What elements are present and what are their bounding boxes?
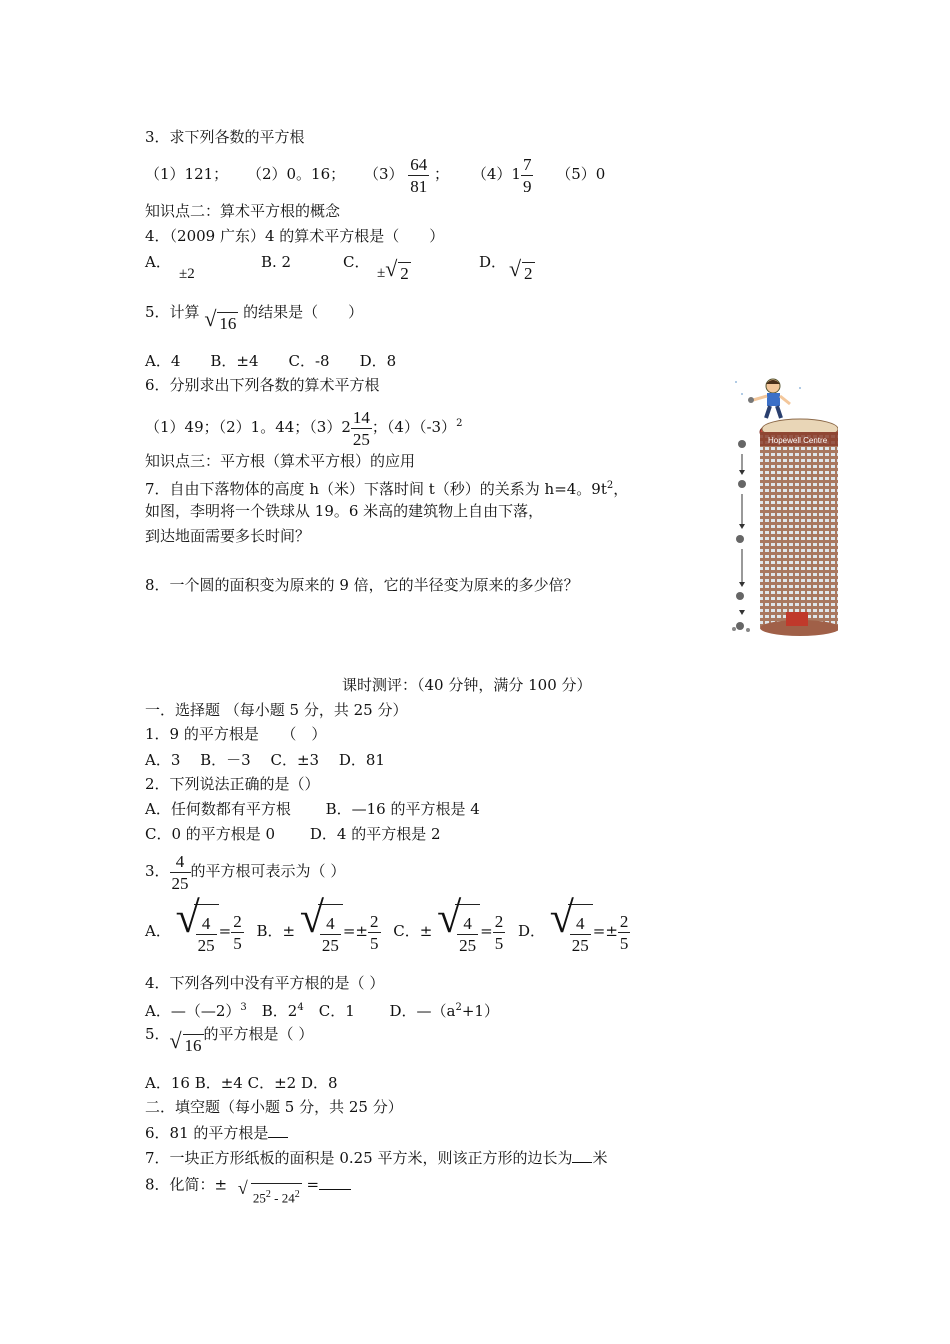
question-6-title: 6．分别求出下列各数的算术平方根 bbox=[145, 376, 380, 394]
test-question-3-options: A． √ $\frac{4}{25}$ = $\frac{2}{5}$ B．± √ $\frac{4}{25}$ =± $\frac{2}{5}$ C．± √ $\frac{4}{25}$ = $\frac{2}{5}$ D． √ $\frac{4}{25}$ =± $\frac{2}{5}$ bbox=[145, 904, 630, 958]
fraction-64-81: $\frac{64}{81}$ bbox=[410, 154, 428, 196]
sqrt-fraction-b: √ $\frac{4}{25}$ bbox=[300, 904, 343, 960]
answer-blank-7[interactable] bbox=[572, 1148, 592, 1163]
section-1-heading: 一．选择题 （每小题 5 分，共 25 分） bbox=[145, 701, 408, 719]
test-question-2-options-2: C．0 的平方根是 0 D．4 的平方根是 2 bbox=[145, 825, 441, 843]
q4-option-a-value: ±2 bbox=[179, 266, 195, 282]
knowledge-point-3: 知识点三：平方根（算术平方根）的应用 bbox=[145, 452, 416, 470]
question-5: 5．计算 √ 16 的结果是（ ） bbox=[145, 303, 364, 333]
question-8: 8．一个圆的面积变为原来的 9 倍，它的半径变为原来的多少倍？ bbox=[145, 576, 579, 594]
test-question-5: 5． √ 16的平方根是（ ） bbox=[145, 1025, 314, 1055]
sqrt-25sq-minus-24sq: √ $25^2 - 24^2$ bbox=[238, 1183, 302, 1208]
q3-part-3: （3） bbox=[363, 165, 404, 183]
test-title: 课时测评：（40 分钟，满分 100 分） bbox=[342, 676, 592, 694]
q4-option-c: C． bbox=[343, 253, 370, 271]
q4-option-b: B. 2 bbox=[261, 253, 292, 271]
answer-blank-6[interactable] bbox=[268, 1123, 288, 1138]
q4-option-d-value: √ 2 bbox=[509, 256, 533, 283]
test-question-2: 2．下列说法正确的是（） bbox=[145, 775, 320, 793]
question-6-items: （1）49；（2）1。44；（3）2 $\frac{14}{25}$ ；$(4)(-3)^2$ bbox=[145, 407, 463, 449]
q4-option-a: A． bbox=[145, 253, 171, 271]
question-3-items: （1）121； （2）0。16； （3） $\frac{64}{81}$ ； （4）1 $\frac{7}{9}$ （5）0 bbox=[145, 154, 606, 196]
q3-part-2: （2）0。16； bbox=[246, 165, 346, 183]
test-question-1: 1．9 的平方根是 （ ） bbox=[145, 725, 327, 743]
mixed-fraction-14-25: $\frac{14}{25}$ bbox=[352, 407, 370, 449]
q3-part-4: （4）1 bbox=[471, 165, 521, 183]
answer-blank-8[interactable] bbox=[319, 1175, 351, 1190]
fill-question-7: 7．一块正方形纸板的面积是 0.25 平方米，则该正方形的边长为 米 bbox=[145, 1149, 608, 1167]
fraction-4-25: $\frac{4}{25}$ bbox=[171, 851, 189, 893]
q3-part-1: （1）121； bbox=[145, 165, 229, 183]
question-7-line-1: 7．自由下落物体的高度 h（米）下落时间 t（秒）的关系为 h=4。$9t^2$， bbox=[145, 480, 629, 498]
test-question-4: 4．下列各列中没有平方根的是（ ） bbox=[145, 974, 385, 992]
sqrt-16: √ 16 bbox=[204, 306, 237, 333]
test-question-5-options: A．16 B．±4 C．±2 D．8 bbox=[145, 1074, 338, 1092]
question-3-title: 3．求下列各数的平方根 bbox=[145, 128, 305, 146]
test-question-2-options-1: A．任何数都有平方根 B．—16 的平方根是 4 bbox=[145, 800, 480, 818]
building-illustration bbox=[728, 374, 838, 638]
test-question-3: 3． $\frac{4}{25}$ 的平方根可表示为（ ） bbox=[145, 851, 346, 893]
question-7-line-2: 如图，李明将一个铁球从 19。6 米高的建筑物上自由下落， bbox=[145, 502, 544, 520]
sqrt-16-test: √ 16 bbox=[169, 1028, 202, 1055]
question-7-line-3: 到达地面需要多长时间？ bbox=[145, 527, 311, 545]
fill-question-8: 8．化简：± √ $25^2 - 24^2$ = bbox=[145, 1173, 351, 1209]
section-2-heading: 二．填空题（每小题 5 分，共 25 分） bbox=[145, 1098, 403, 1116]
q4-option-d: D． bbox=[479, 253, 507, 271]
q3-part-5: （5）0 bbox=[556, 165, 606, 183]
sqrt-fraction-d: √ $\frac{4}{25}$ bbox=[550, 904, 593, 960]
question-4-title: 4．（2009 广东）4 的算术平方根是（ ） bbox=[145, 227, 445, 245]
sqrt-fraction-c: √ $\frac{4}{25}$ bbox=[437, 904, 480, 960]
q4-option-c-value: ± √ 2 bbox=[377, 256, 409, 283]
sqrt-fraction-a: √ $\frac{4}{25}$ bbox=[176, 904, 219, 960]
knowledge-point-2: 知识点二：算术平方根的概念 bbox=[145, 202, 341, 220]
building-sign: Hopewell Centre bbox=[768, 436, 828, 445]
question-5-options: A．4 B．±4 C．-8 D．8 bbox=[145, 352, 397, 370]
test-question-4-options: A．—（—2）$^3$ B．$2^4$ C．1 D．$—(a^2+1)$ bbox=[145, 1002, 499, 1020]
fill-question-6: 6．81 的平方根是 bbox=[145, 1123, 288, 1143]
mixed-fraction-7-9: $\frac{7}{9}$ bbox=[522, 154, 532, 196]
test-question-1-options: A．3 B．－3 C．±3 D．81 bbox=[145, 751, 385, 769]
